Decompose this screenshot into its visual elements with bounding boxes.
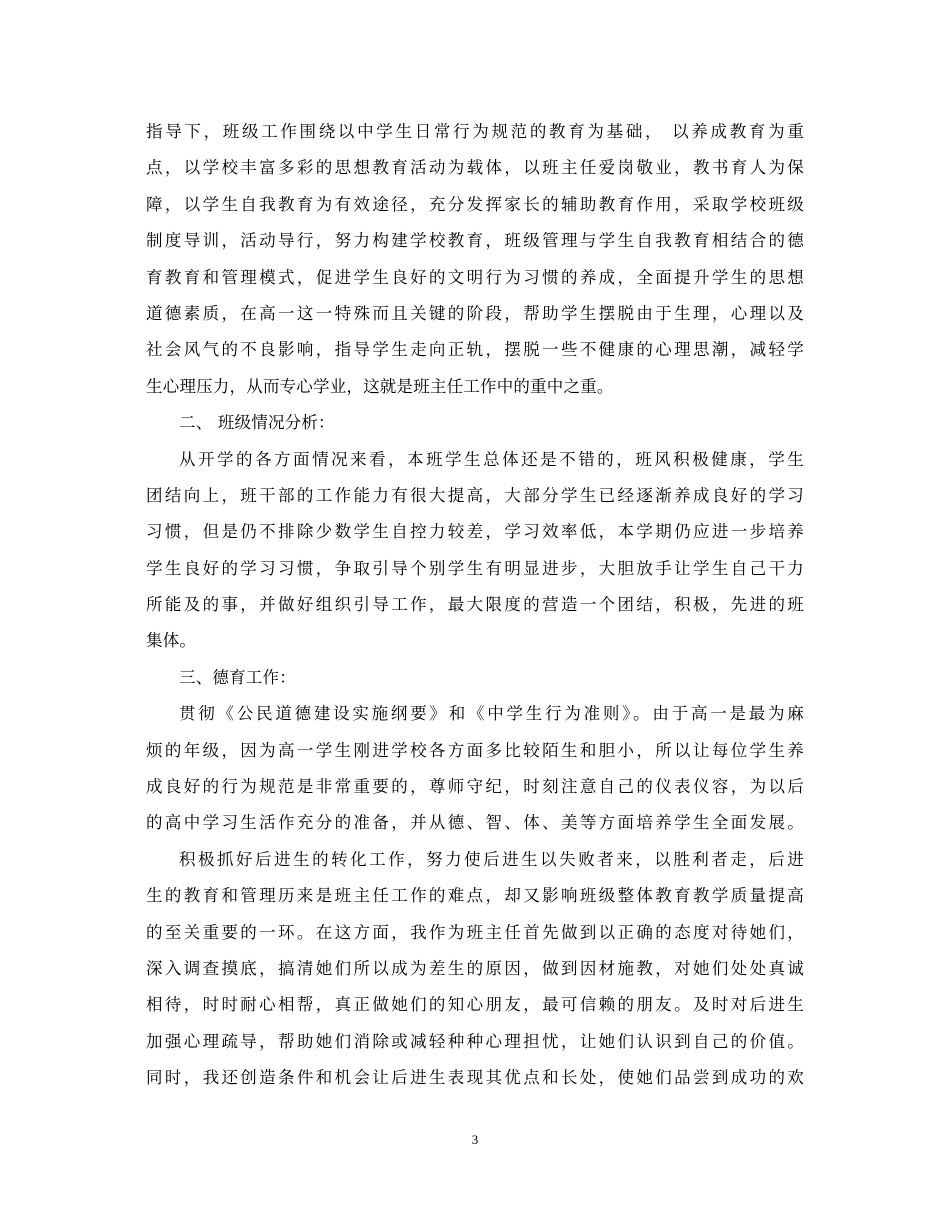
text-line: 深入调查摸底，搞清她们所以成为差生的原因，做到因材施教，对她们处处真诚 [146,958,804,978]
text-line: 点，以学校丰富多彩的思想教育活动为载体，以班主任爱岗敬业，教书育人为保 [146,158,804,178]
text-line: 积极抓好后进生的转化工作，努力使后进生以失败者来，以胜利者走，后进 [179,849,804,869]
text-line: 所能及的事，并做好组织引导工作，最大限度的营造一个团结，积极，先进的班 [146,595,804,615]
text-line: 二、 班级情况分析： [179,413,335,433]
text-line: 指导下，班级工作围绕以中学生日常行为规范的教育为基础， 以养成教育为重 [146,122,804,141]
text-line: 贯彻《公民道德建设实施纲要》和《中学生行为准则》。由于高一是最为麻 [179,704,804,724]
text-line: 烦的年级，因为高一学生刚进学校各方面多比较陌生和胆小，所以让每位学生养 [146,740,804,760]
text-line: 习惯，但是仍不排除少数学生自控力较差，学习效率低，本学期仍应进一步培养 [146,522,804,542]
text-line: 制度导训，活动导行，努力构建学校教育，班级管理与学生自我教育相结合的德 [146,231,804,251]
text-line: 障，以学生自我教育为有效途径，充分发挥家长的辅助教育作用，采取学校班级 [146,194,804,214]
text-line: 集体。 [146,631,197,651]
text-line: 学生良好的学习习惯，争取引导个别学生有明显进步，大胆放手让学生自己干力 [146,558,804,578]
text-line: 成良好的行为规范是非常重要的，尊师守纪，时刻注意自己的仪表仪容，为以后 [146,777,804,797]
text-line: 育教育和管理模式，促进学生良好的文明行为习惯的养成，全面提升学生的思想 [146,267,804,287]
text-line: 团结向上，班干部的工作能力有很大提高，大部分学生已经逐渐养成良好的学习 [146,485,804,505]
text-line: 生的教育和管理历来是班主任工作的难点，却又影响班级整体教育教学质量提高 [146,886,804,906]
text-line: 同时，我还创造条件和机会让后进生表现其优点和长处，使她们品尝到成功的欢 [146,1068,804,1088]
text-line: 的至关重要的一环。在这方面，我作为班主任首先做到以正确的态度对待她们， [146,922,804,942]
text-line: 社会风气的不良影响，指导学生走向正轨，摆脱一些不健康的心理思潮，减轻学 [146,340,804,360]
text-line: 相待，时时耐心相帮，真正做她们的知心朋友，最可信赖的朋友。及时对后进生 [146,995,804,1015]
text-line: 道德素质，在高一这一特殊而且关键的阶段，帮助学生摆脱由于生理，心理以及 [146,303,804,323]
text-line: 加强心理疏导，帮助她们消除或减轻种种心理担忧，让她们认识到自己的价值。 [146,1031,804,1051]
page-number: 3 [471,1132,479,1147]
text-line: 的高中学习生活作充分的准备，并从德、智、体、美等方面培养学生全面发展。 [146,813,804,833]
text-line: 从开学的各方面情况来看，本班学生总体还是不错的，班风积极健康，学生 [179,449,804,469]
text-line: 生心理压力，从而专心学业，这就是班主任工作中的重中之重。 [146,376,614,396]
document-body [146,114,804,1097]
text-line: 三、德育工作： [179,667,296,687]
